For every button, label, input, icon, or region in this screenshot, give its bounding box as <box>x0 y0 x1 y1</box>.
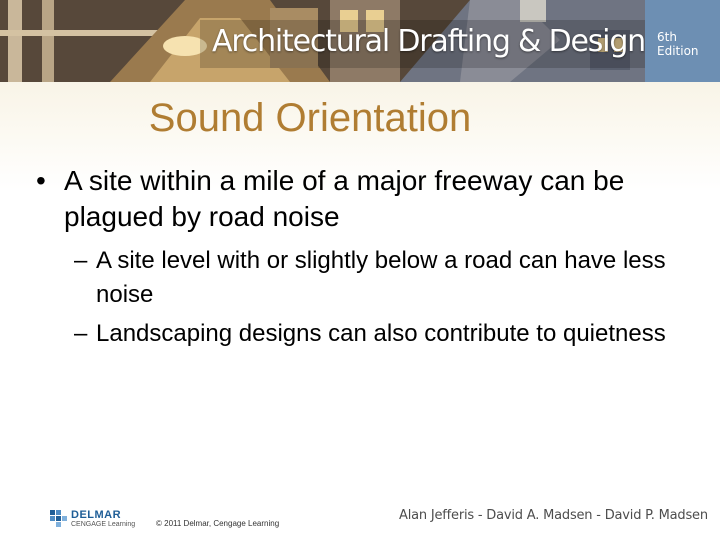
bullet-marker: • <box>36 165 46 196</box>
slide-title: Sound Orientation <box>148 96 472 140</box>
authors-line: Alan Jefferis - David A. Madsen - David P. Madsen <box>399 508 708 523</box>
publisher-name: DELMAR <box>71 509 122 521</box>
sub-bullet-text: Landscaping designs can also contribute to quietness <box>96 320 666 347</box>
sub-bullet-item <box>74 244 674 312</box>
edition-number: 6th <box>657 30 677 44</box>
sub-bullet-text: A site level with or slightly below a road can have less noise <box>96 247 666 308</box>
edition-badge <box>645 0 720 82</box>
header-banner <box>0 0 720 82</box>
edition-label: Edition <box>657 44 699 58</box>
delmar-logo-icon <box>50 510 68 528</box>
sub-bullet-marker: – <box>74 247 88 274</box>
bullet-item <box>36 163 676 235</box>
sub-bullet-item <box>74 317 674 351</box>
publisher-logo <box>50 508 150 532</box>
copyright-text: © 2011 Delmar, Cengage Learning <box>156 519 280 528</box>
bullet-text: A site within a mile of a major freeway can be plagued by road noise <box>64 165 625 232</box>
book-title: Architectural Drafting & Design <box>212 24 645 59</box>
publisher-subname: CENGAGE Learning <box>71 521 136 528</box>
sub-bullet-marker: – <box>74 320 88 347</box>
